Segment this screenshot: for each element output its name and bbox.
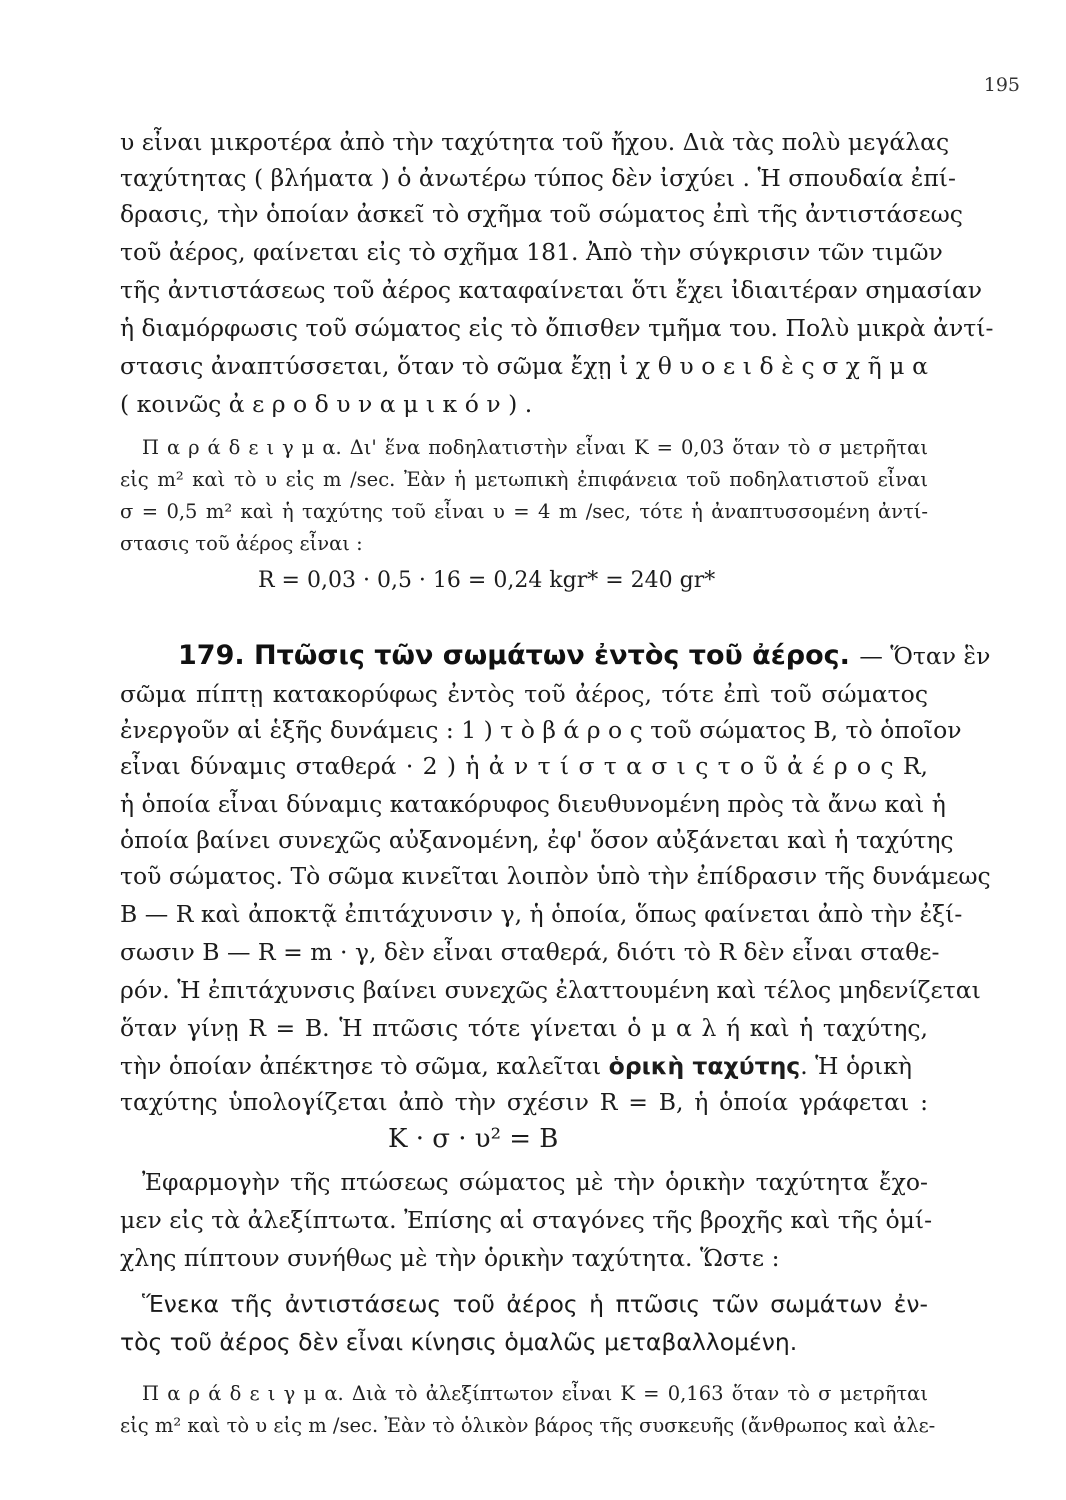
text-line: ὁποία βαίνει συνεχῶς αὐξανομένη, ἐφ' ὅσον αὐξάνεται καὶ ἡ ταχύτης: [120, 826, 954, 854]
example-line: εἰς m² καὶ τὸ υ εἰς m /sec. Ἐὰν ἡ μετωπικὴ ἐπιφάνεια τοῦ ποδηλατιστοῦ εἶναι: [120, 468, 928, 491]
text-line: ρόν. Ἡ ἐπιτάχυνσις βαίνει συνεχῶς ἐλαττουμένη καὶ τέλος μηδενίζεται: [120, 976, 981, 1004]
text-line: B — R καὶ ἀποκτᾷ ἐπιτάχυνσιν γ, ἡ ὁποία, ὅπως φαίνεται ἀπὸ τὴν ἐξί-: [120, 900, 963, 928]
text-line: ἡ διαμόρφωσις τοῦ σώματος εἰς τὸ ὄπισθεν τμῆμα του. Πολὺ μικρὰ ἀντί-: [120, 314, 994, 342]
rule-line: τὸς τοῦ ἀέρος δὲν εἶναι κίνησις ὁμαλῶς μεταβαλλομένη.: [120, 1328, 798, 1356]
rule-line: Ἕνεκα τῆς ἀντιστάσεως τοῦ ἀέρος ἡ πτῶσις τῶν σωμάτων ἐν-: [142, 1290, 928, 1318]
text-line: ἐνεργοῦν αἱ ἑξῆς δυνάμεις : 1 ) τ ὸ β ά ρ ο ς τοῦ σώματος B, τὸ ὁποῖον: [120, 716, 962, 744]
text-line: Ἐφαρμογὴν τῆς πτώσεως σώματος μὲ τὴν ὁρικὴν ταχύτητα ἔχο-: [142, 1168, 928, 1196]
text-line: δρασις, τὴν ὁποίαν ἀσκεῖ τὸ σχῆμα τοῦ σώματος ἐπὶ τῆς ἀντιστάσεως: [120, 200, 963, 228]
text-line: τῆς ἀντιστάσεως τοῦ ἀέρος καταφαίνεται ὅτι ἔχει ἰδιαιτέραν σημασίαν: [120, 276, 983, 304]
section-heading: [178, 640, 990, 671]
text-line: ὅταν γίνῃ R = B. Ἡ πτῶσις τότε γίνεται ὁ μ α λ ή καὶ ἡ ταχύτης,: [120, 1014, 928, 1042]
text-line: ταχύτητας ( βλήματα ) ὁ ἀνωτέρω τύπος δὲν ἰσχύει . Ἡ σπουδαία ἐπί-: [120, 164, 956, 192]
example-line: στασις τοῦ ἀέρος εἶναι :: [120, 532, 363, 555]
section-title: Πτῶσις τῶν σωμάτων ἐντὸς τοῦ ἀέρος.: [254, 640, 850, 671]
example-line: σ = 0,5 m² καὶ ἡ ταχύτης τοῦ εἶναι υ = 4 m /sec, τότε ἡ ἀναπτυσσομένη ἀντί-: [120, 500, 928, 523]
section-number: 179.: [178, 640, 245, 671]
text-line-bold-term: [120, 1052, 912, 1080]
bold-term: ὁρικὴ ταχύτης: [608, 1052, 801, 1080]
text-line: μεν εἰς τὰ ἀλεξίπτωτα. Ἐπίσης αἱ σταγόνες τῆς βροχῆς καὶ τῆς ὁμί-: [120, 1206, 933, 1234]
page-number: 195: [983, 74, 1020, 96]
text-line: στασις ἀναπτύσσεται, ὅταν τὸ σῶμα ἔχῃ ἰ χ θ υ ο ε ι δ ὲ ς σ χ ῆ μ α: [120, 352, 928, 380]
text-line: ἡ ὁποία εἶναι δύναμις κατακόρυφος διευθυνομένη πρὸς τὰ ἄνω καὶ ἡ: [120, 790, 946, 818]
text-line: σῶμα πίπτῃ κατακορύφως ἐντὸς τοῦ ἀέρος, τότε ἐπὶ τοῦ σώματος: [120, 680, 928, 708]
text-line: υ εἶναι μικροτέρα ἀπὸ τὴν ταχύτητα τοῦ ἤχου. Διὰ τὰς πολὺ μεγάλας: [120, 128, 950, 156]
example-line: Π α ρ ά δ ε ι γ μ α. Διὰ τὸ ἀλεξίπτωτον εἶναι K = 0,163 ὅταν τὸ σ μετρῆται: [142, 1382, 928, 1405]
text-segment: . Ἡ ὁρικὴ: [800, 1052, 912, 1080]
example-line: εἰς m² καὶ τὸ υ εἰς m /sec. Ἐὰν τὸ ὁλικὸν βάρος τῆς συσκευῆς (ἄνθρωπος καὶ ἀλε-: [120, 1414, 936, 1437]
text-line: ταχύτης ὑπολογίζεται ἀπὸ τὴν σχέσιν R = B, ἡ ὁποία γράφεται :: [120, 1088, 928, 1116]
text-segment: τὴν ὁποίαν ἀπέκτησε τὸ σῶμα, καλεῖται: [120, 1052, 609, 1080]
formula-resistance: R = 0,03 · 0,5 · 16 = 0,24 kgr* = 240 gr*: [258, 568, 716, 593]
text-line: ( κοινῶς ἀ ε ρ ο δ υ ν α μ ι κ ό ν ) .: [120, 390, 533, 418]
formula-terminal-velocity: K · σ · υ² = B: [388, 1124, 559, 1154]
text-line: εἶναι δύναμις σταθερά · 2 ) ἡ ἀ ν τ ί σ τ α σ ι ς τ ο ῦ ἀ έ ρ ο ς R,: [120, 752, 928, 780]
text-line: τοῦ σώματος. Τὸ σῶμα κινεῖται λοιπὸν ὑπὸ τὴν ἐπίδρασιν τῆς δυνάμεως: [120, 862, 991, 890]
section-lead: — Ὅταν ἓν: [859, 642, 991, 670]
example-line: Π α ρ ά δ ε ι γ μ α. Δι' ἕνα ποδηλατιστὴν εἶναι K = 0,03 ὅταν τὸ σ μετρῆται: [142, 436, 928, 459]
text-line: σωσιν B — R = m · γ, δὲν εἶναι σταθερά, διότι τὸ R δὲν εἶναι σταθε-: [120, 938, 940, 966]
text-line: χλης πίπτουν συνήθως μὲ τὴν ὁρικὴν ταχύτητα. Ὥστε :: [120, 1244, 780, 1272]
text-line: τοῦ ἀέρος, φαίνεται εἰς τὸ σχῆμα 181. Ἀπὸ τὴν σύγκρισιν τῶν τιμῶν: [120, 238, 943, 266]
